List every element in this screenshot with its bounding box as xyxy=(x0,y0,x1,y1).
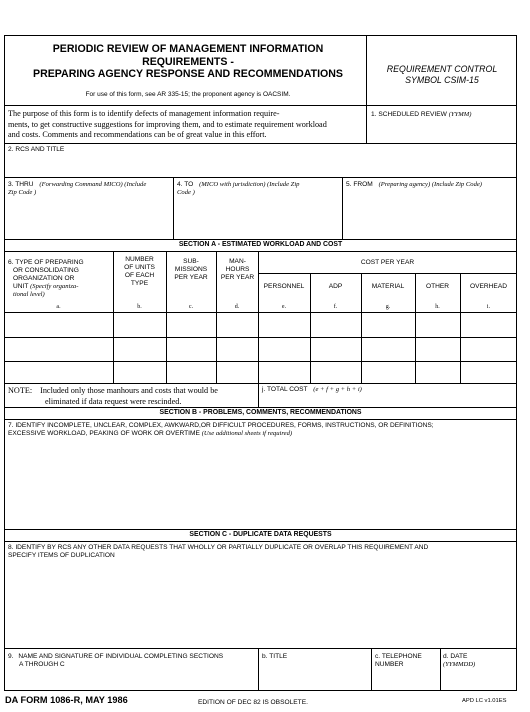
letter-g: g. xyxy=(385,304,391,310)
col-6-header xyxy=(8,259,84,299)
letter-i: i. xyxy=(486,304,491,310)
col-c-line-1: SUB- xyxy=(183,258,199,265)
from-label xyxy=(346,181,482,189)
signature-num: 9. xyxy=(8,653,14,660)
scheduled-review-format: (YYMM) xyxy=(448,111,472,118)
item-7-label xyxy=(8,422,434,438)
col-g-header: MATERIAL xyxy=(371,283,405,290)
purpose-line-2: ments, to get constructive suggestions for improving them, and to estimate requirement workload xyxy=(8,119,327,129)
col-c-header xyxy=(166,258,216,282)
table-row[interactable] xyxy=(5,338,516,360)
signature-line-1: NAME AND SIGNATURE OF INDIVIDUAL COMPLETING SECTIONS xyxy=(18,653,224,660)
col-e-header: PERSONNEL xyxy=(263,283,305,290)
cost-per-year-header: COST PER YEAR xyxy=(360,259,415,266)
version-label: APD LC v1.01ES xyxy=(462,698,507,704)
proponent-note: For use of this form, see AR 335-15; the proponent agency is OACSIM. xyxy=(85,91,291,98)
duplicate-requests-field[interactable] xyxy=(6,562,515,647)
letter-b: b. xyxy=(137,304,142,310)
item-7-line-2: EXCESSIVE WORKLOAD, PEAKING OF WORK OR OVERTIME xyxy=(8,430,200,437)
letter-c: c. xyxy=(188,304,194,310)
note-label: NOTE: xyxy=(8,386,33,395)
to-label xyxy=(177,181,299,189)
note-line-1: Included only those manhours and costs that would be xyxy=(40,386,218,395)
col-d-line-3: PER YEAR xyxy=(220,274,255,281)
total-cost-label xyxy=(262,386,362,394)
from-hint: (Preparing agency) (Include Zip Code) xyxy=(378,181,482,188)
signature-line-2: A THROUGH C xyxy=(19,661,65,668)
col-h-header: OTHER xyxy=(425,283,450,290)
form-title-line-3: PREPARING AGENCY RESPONSE AND RECOMMENDATIONS xyxy=(33,68,343,80)
purpose-text xyxy=(8,109,327,141)
rcs-title-field[interactable] xyxy=(6,155,515,176)
col-b-header xyxy=(113,256,166,288)
col-6-line-4: UNIT xyxy=(13,283,29,290)
letter-d: d. xyxy=(234,304,240,310)
note-line-2: eliminated if data request were rescinded. xyxy=(45,396,182,406)
item-7-line-1: 7. IDENTIFY INCOMPLETE, UNCLEAR, COMPLEX, AWKWARD,OR DIFFICULT PROCEDURES, FORMS, INSTRUCTIONS, OR DEFINITIONS; xyxy=(8,422,434,429)
scheduled-review-field[interactable] xyxy=(368,120,516,142)
col-d-line-1: MAN- xyxy=(229,258,246,265)
col-6-line-1: 6. TYPE OF PREPARING xyxy=(8,259,84,266)
item-8-label xyxy=(8,544,428,560)
scheduled-review-label xyxy=(371,111,471,119)
total-cost-formula: (e + f + g + h + i) xyxy=(313,386,362,393)
section-b-title: SECTION B - PROBLEMS, COMMENTS, RECOMMENDATIONS xyxy=(159,409,362,416)
col-b-line-2: OF UNITS xyxy=(124,264,155,271)
thru-field[interactable] xyxy=(6,199,171,237)
signature-label xyxy=(8,653,223,661)
date-text: d. DATE xyxy=(443,653,468,660)
item-8-line-2: SPECIFY ITEMS OF DUPLICATION xyxy=(8,552,115,559)
col-c-line-2: MISSIONS xyxy=(174,266,208,273)
to-text: 4. TO xyxy=(177,181,194,188)
letter-a: a. xyxy=(56,304,61,310)
col-c-line-3: PER YEAR xyxy=(174,274,208,281)
signature-field[interactable] xyxy=(6,670,256,690)
control-symbol-line-1: REQUIREMENT CONTROL xyxy=(386,64,498,74)
from-text: 5. FROM xyxy=(346,181,373,188)
edition-note: EDITION OF DEC 82 IS OBSOLETE. xyxy=(198,699,308,706)
note-text xyxy=(8,386,218,407)
telephone-label xyxy=(375,653,422,669)
telephone-line-1: c. TELEPHONE xyxy=(375,653,422,660)
table-row[interactable] xyxy=(5,313,516,336)
col-b-line-3: OF EACH xyxy=(124,272,155,279)
form-id: DA FORM 1086-R, MAY 1986 xyxy=(5,695,128,705)
purpose-line-1: The purpose of this form is to identify defects of management information require- xyxy=(8,109,280,118)
purpose-line-3: and costs. Comments and recommendations can be of great value in this effort. xyxy=(8,130,267,139)
thru-label xyxy=(8,181,146,189)
col-b-line-1: NUMBER xyxy=(125,256,154,263)
col-d-line-2: HOURS xyxy=(225,266,250,273)
to-hint-line-2: Code ) xyxy=(177,189,195,196)
date-label xyxy=(443,653,475,669)
col-6-hint-2: tional level) xyxy=(13,291,45,298)
col-b-line-4: TYPE xyxy=(130,280,149,287)
to-field[interactable] xyxy=(175,199,340,237)
col-d-header xyxy=(216,258,259,282)
col-6-hint-1: (Specify organiza- xyxy=(30,283,79,290)
total-cost-text: j. TOTAL COST xyxy=(262,386,308,393)
to-hint-line-1: (MICO with jurisdiction) (Include Zip xyxy=(199,181,300,188)
telephone-line-2: NUMBER xyxy=(375,661,404,668)
col-i-header: OVERHEAD xyxy=(469,283,507,290)
date-field[interactable] xyxy=(442,670,516,690)
section-a-title: SECTION A - ESTIMATED WORKLOAD AND COST xyxy=(178,241,343,248)
control-symbol-line-2: SYMBOL CSIM-15 xyxy=(405,74,479,85)
table-row[interactable] xyxy=(5,362,516,382)
thru-text: 3. THRU xyxy=(8,181,34,188)
date-format: (YYMMDD) xyxy=(443,661,476,668)
title-field[interactable] xyxy=(260,662,369,690)
col-f-header: ADP xyxy=(328,283,343,290)
col-6-line-3: ORGANIZATION OR xyxy=(13,275,75,282)
total-cost-field[interactable] xyxy=(260,395,516,406)
telephone-field[interactable] xyxy=(373,670,438,690)
section-c-title: SECTION C - DUPLICATE DATA REQUESTS xyxy=(189,531,332,538)
form-title-line-1: PERIODIC REVIEW OF MANAGEMENT INFORMATION xyxy=(52,43,324,55)
form-title xyxy=(12,43,364,81)
form-title-line-2: REQUIREMENTS - xyxy=(142,55,234,68)
col-6-line-2: OR CONSOLIDATING xyxy=(13,267,79,274)
scheduled-review-text: 1. SCHEDULED REVIEW xyxy=(371,111,447,118)
item-7-hint: (Use additional sheets if required) xyxy=(201,430,293,437)
title-label: b. TITLE xyxy=(262,653,288,660)
problems-comments-field[interactable] xyxy=(6,440,515,528)
thru-hint-line-2: Zip Code ) xyxy=(8,189,37,196)
rcs-title-label: 2. RCS AND TITLE xyxy=(8,146,65,153)
letter-f: f. xyxy=(333,304,338,310)
from-field[interactable] xyxy=(344,199,516,237)
thru-hint-line-1: (Forwarding Command MICO) (Include xyxy=(39,181,147,188)
letter-h: h. xyxy=(435,304,440,310)
requirement-control-symbol xyxy=(367,64,517,85)
item-8-line-1: 8. IDENTIFY BY RCS ANY OTHER DATA REQUESTS THAT WHOLLY OR PARTIALLY DUPLICATE OR OVERLAP THIS REQUIREMENT AND xyxy=(8,544,429,551)
letter-e: e. xyxy=(281,304,287,310)
